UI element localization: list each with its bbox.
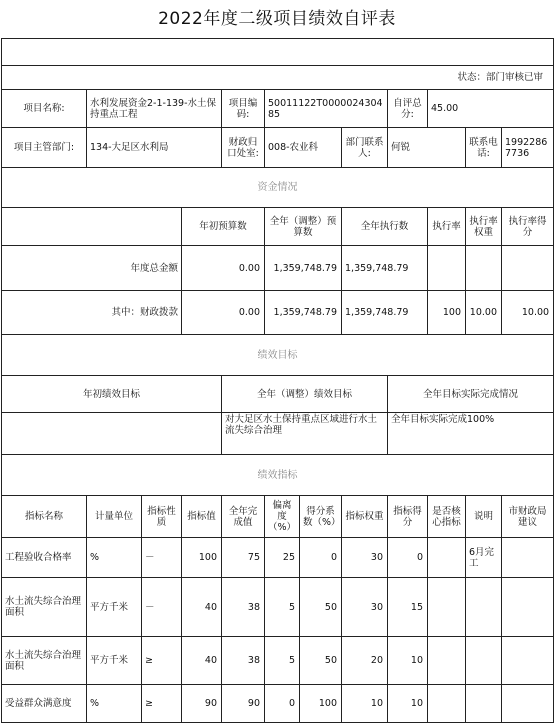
funds-header: 全年（调整）预算数 xyxy=(265,208,342,246)
goals-header: 全年（调整）绩效目标 xyxy=(222,376,388,413)
phone-value: 19922867736 xyxy=(502,128,554,168)
goals-header: 全年目标实际完成情况 xyxy=(388,376,554,413)
indicator-unit: % xyxy=(87,685,142,723)
indicator-weight: 30 xyxy=(342,538,388,578)
funds-section-title: 资金情况 xyxy=(2,168,554,208)
indicator-nature: ≥ xyxy=(142,637,182,685)
indicator-core xyxy=(428,578,466,637)
project-name-value: 水利发展资金2-1-139-水土保持重点工程 xyxy=(87,90,222,128)
project-name-label: 项目名称: xyxy=(2,90,87,128)
indicator-nature: ≥ xyxy=(142,685,182,723)
indicator-header: 说明 xyxy=(466,496,502,538)
self-score-label: 自评总分: xyxy=(388,90,428,128)
indicator-header: 全年完成值 xyxy=(222,496,265,538)
indicator-deviation: 25 xyxy=(265,538,300,578)
indicator-header: 指标名称 xyxy=(2,496,87,538)
table-row xyxy=(2,685,554,723)
indicator-weight: 30 xyxy=(342,578,388,637)
indicator-target: 40 xyxy=(182,637,222,685)
indicator-coef: 50 xyxy=(300,637,342,685)
funds-cell xyxy=(502,246,554,291)
indicator-unit: 平方千米 xyxy=(87,578,142,637)
funds-header: 执行率 xyxy=(428,208,466,246)
project-code-value: 50011122T000002430485 xyxy=(265,90,388,128)
funds-header: 执行率得分 xyxy=(502,208,554,246)
goal-initial xyxy=(2,413,222,455)
indicator-actual: 38 xyxy=(222,637,265,685)
funds-header: 全年执行数 xyxy=(342,208,428,246)
goals-section-title: 绩效目标 xyxy=(2,335,554,376)
indicator-name: 水土流失综合治理面积 xyxy=(2,637,87,685)
indicator-note xyxy=(466,578,502,637)
indicator-name: 工程验收合格率 xyxy=(2,538,87,578)
indicator-target: 100 xyxy=(182,538,222,578)
indicator-advice xyxy=(502,685,554,723)
table-row xyxy=(2,578,554,637)
indicator-unit: 平方千米 xyxy=(87,637,142,685)
indicator-deviation: 5 xyxy=(265,637,300,685)
funds-cell: 1,359,748.79 xyxy=(342,291,428,335)
indicator-actual: 90 xyxy=(222,685,265,723)
funds-row-label: 年度总金额 xyxy=(2,246,182,291)
indicators-section-title: 绩效指标 xyxy=(2,455,554,496)
indicator-score: 10 xyxy=(388,685,428,723)
contact-label: 部门联系人: xyxy=(342,128,388,168)
funds-cell: 1,359,748.79 xyxy=(265,291,342,335)
indicator-header: 指标权重 xyxy=(342,496,388,538)
funds-cell xyxy=(428,246,466,291)
indicator-advice xyxy=(502,637,554,685)
indicator-core xyxy=(428,538,466,578)
indicator-core xyxy=(428,637,466,685)
indicator-header: 市财政局建议 xyxy=(502,496,554,538)
indicator-score: 0 xyxy=(388,538,428,578)
funds-cell: 10.00 xyxy=(466,291,502,335)
table-row xyxy=(2,538,554,578)
indicator-name: 受益群众满意度 xyxy=(2,685,87,723)
indicator-header: 得分系数（%） xyxy=(300,496,342,538)
indicator-score: 10 xyxy=(388,637,428,685)
indicator-score: 15 xyxy=(388,578,428,637)
self-score-value: 45.00 xyxy=(428,90,554,128)
indicator-nature: － xyxy=(142,578,182,637)
indicator-weight: 10 xyxy=(342,685,388,723)
indicator-name: 水土流失综合治理面积 xyxy=(2,578,87,637)
finance-value: 008-农业科 xyxy=(265,128,342,168)
status-text: 状态：部门审核已审 xyxy=(2,66,554,90)
funds-cell xyxy=(466,246,502,291)
goal-actual: 全年目标实际完成100% xyxy=(388,413,554,455)
goals-header: 年初绩效目标 xyxy=(2,376,222,413)
project-code-label: 项目编码: xyxy=(222,90,265,128)
indicator-deviation: 5 xyxy=(265,578,300,637)
page-title: 2022年度二级项目绩效自评表 xyxy=(158,9,396,29)
contact-value: 何锐 xyxy=(388,128,466,168)
phone-label: 联系电话: xyxy=(466,128,502,168)
indicator-target: 90 xyxy=(182,685,222,723)
indicator-header: 指标性质 xyxy=(142,496,182,538)
indicator-advice xyxy=(502,538,554,578)
indicator-actual: 38 xyxy=(222,578,265,637)
indicator-note xyxy=(466,637,502,685)
dept-label: 项目主管部门: xyxy=(2,128,87,168)
goal-adjusted: 对大足区水土保持重点区域进行水土流失综合治理 xyxy=(222,413,388,455)
indicator-weight: 20 xyxy=(342,637,388,685)
table-row xyxy=(2,637,554,685)
funds-cell: 10.00 xyxy=(502,291,554,335)
funds-cell: 0.00 xyxy=(182,291,265,335)
indicator-coef: 0 xyxy=(300,538,342,578)
indicator-core xyxy=(428,685,466,723)
indicator-unit: % xyxy=(87,538,142,578)
funds-cell: 1,359,748.79 xyxy=(342,246,428,291)
indicator-header: 计量单位 xyxy=(87,496,142,538)
indicator-header: 是否核心指标 xyxy=(428,496,466,538)
indicator-nature: － xyxy=(142,538,182,578)
indicator-coef: 100 xyxy=(300,685,342,723)
funds-header: 执行率权重 xyxy=(466,208,502,246)
funds-cell: 0.00 xyxy=(182,246,265,291)
finance-label: 财政归口处室: xyxy=(222,128,265,168)
indicator-note xyxy=(466,685,502,723)
indicator-coef: 50 xyxy=(300,578,342,637)
indicator-deviation: 0 xyxy=(265,685,300,723)
indicator-header: 指标值 xyxy=(182,496,222,538)
indicator-header: 指标得分 xyxy=(388,496,428,538)
dept-value: 134-大足区水利局 xyxy=(87,128,222,168)
evaluation-table xyxy=(1,38,554,723)
funds-cell: 100 xyxy=(428,291,466,335)
funds-header: 年初预算数 xyxy=(182,208,265,246)
indicator-actual: 75 xyxy=(222,538,265,578)
indicator-advice xyxy=(502,578,554,637)
indicator-target: 40 xyxy=(182,578,222,637)
funds-row-label: 其中：财政拨款 xyxy=(2,291,182,335)
indicator-note: 6月完工 xyxy=(466,538,502,578)
funds-cell: 1,359,748.79 xyxy=(265,246,342,291)
indicator-header: 偏离度（%） xyxy=(265,496,300,538)
